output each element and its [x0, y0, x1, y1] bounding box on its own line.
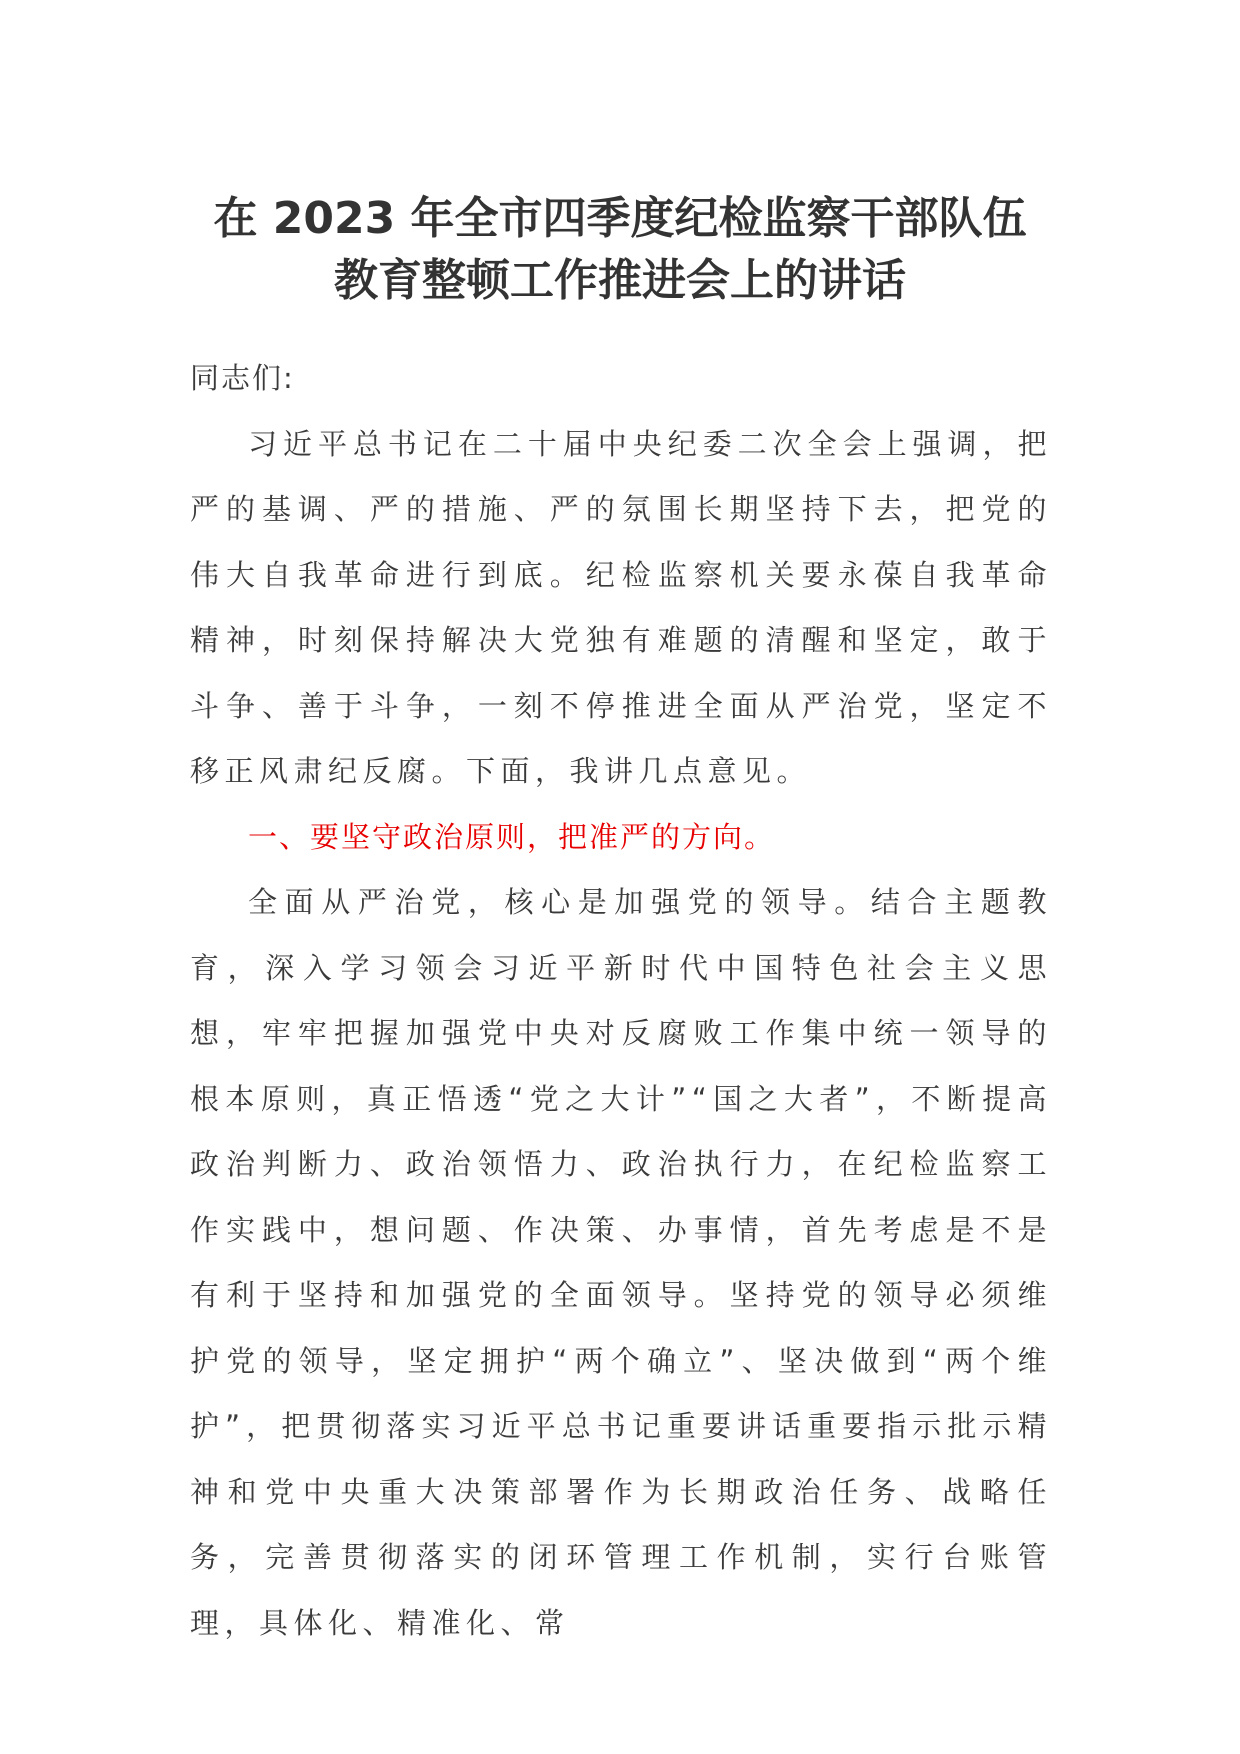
title-line-2: 教育整顿工作推进会上的讲话	[334, 255, 906, 306]
document-body	[190, 346, 1052, 1656]
salutation: 同志们:	[190, 361, 295, 395]
document-title	[150, 188, 1090, 312]
title-line-1: 在 2023 年全市四季度纪检监察干部队伍	[213, 193, 1027, 244]
section-1-heading: 一、要坚守政治原则，把准严的方向。	[248, 819, 776, 854]
paragraph-2: 全面从严治党，核心是加强党的领导。结合主题教育，深入学习领会习近平新时代中国特色社会主义思想，牢牢把握加强党中央对反腐败工作集中统一领导的根本原则，真正悟透“党之大计”“国之大者”，不断提高政治判断力、政治领悟力、政治执行力，在纪检监察工作实践中，想问题、作决策、办事情，首先考虑是不是有利于坚持和加强党的全面领导。坚持党的领导必须维护党的领导，坚定拥护“两个确立”、坚决做到“两个维护”，把贯彻落实习近平总书记重要讲话重要指示批示精神和党中央重大决策部署作为长期政治任务、战略任务，完善贯彻落实的闭环管理工作机制，实行台账管理，具体化、精准化、常	[190, 885, 1052, 1640]
paragraph-1: 习近平总书记在二十届中央纪委二次全会上强调，把严的基调、严的措施、严的氛围长期坚持下去，把党的伟大自我革命进行到底。纪检监察机关要永葆自我革命精神，时刻保持解决大党独有难题的清醒和坚定，敢于斗争、善于斗争，一刻不停推进全面从严治党，坚定不移正风肃纪反腐。下面，我讲几点意见。	[190, 426, 1052, 788]
